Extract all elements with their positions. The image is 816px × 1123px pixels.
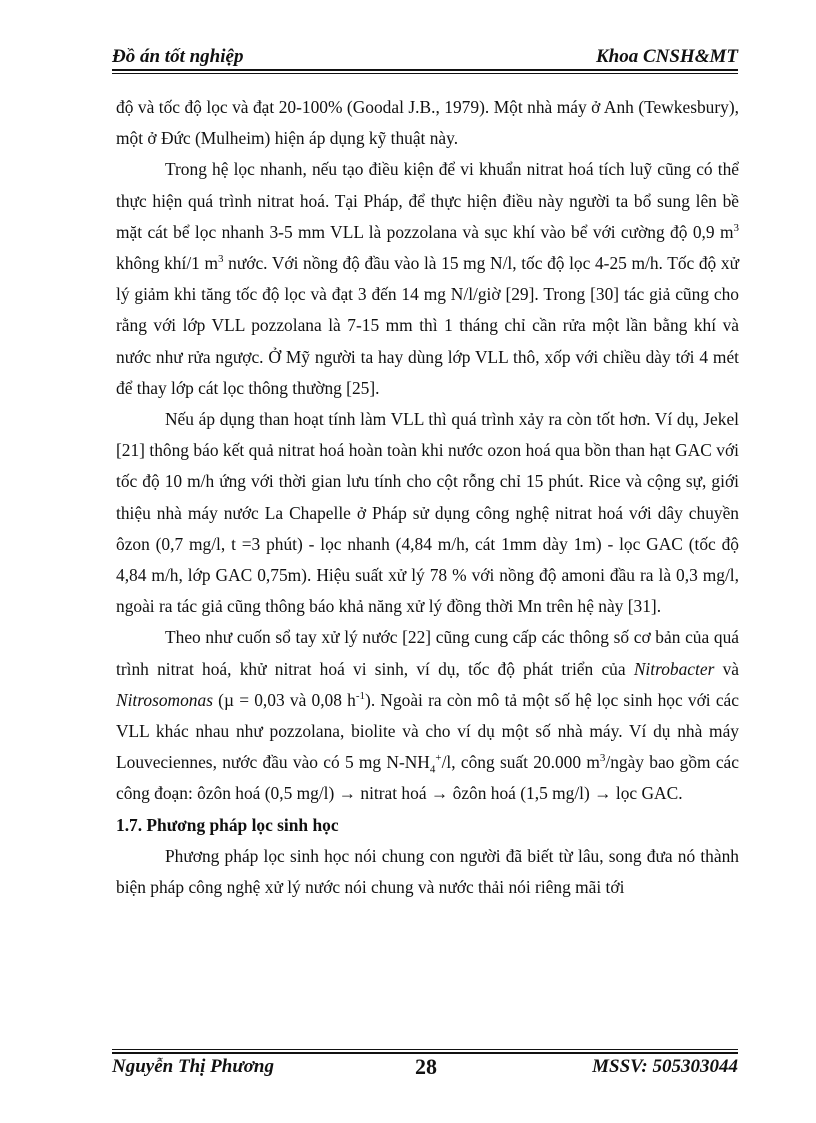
paragraph-3: Nếu áp dụng than hoạt tính làm VLL thì quá trình xảy ra còn tốt hơn. Ví dụ, Jekel [21] thông báo kết quả nitrat hoá hoàn toàn khi nước ozon hoá qua bồn than hạt GAC với tốc độ 10 m/h ứng với thời gian lưu tính cho cột rỗng chỉ 15 phút. Rice và cộng sự, giới thiệu nhà máy nước La Chapelle ở Pháp sử dụng công nghệ nitrat hoá với dây chuyền ôzon (0,7 mg/l, t =3 phút) - lọc nhanh (4,84 m/h, cát 1mm dày 1m) - lọc GAC (tốc độ 4,84 m/h, lớp GAC 0,75m). Hiệu suất xử lý 78 % với nồng độ amoni đầu ra là 0,3 mg/l, ngoài ra tác giả cũng thông báo khả năng xử lý đồng thời Mn trên hệ này [31]. xyxy=(116,409,739,617)
header-rule-thin xyxy=(112,73,738,74)
paragraph-2: Trong hệ lọc nhanh, nếu tạo điều kiện để vi khuẩn nitrat hoá tích luỹ cũng có thể thực hiện quá trình nitrat hoá. Tại Pháp, để thực hiện điều này người ta bổ sung lên bề mặt cát bể lọc nhanh 3-5 mm VLL là pozzolana và sục khí vào bể với cường độ 0,9 $m^3$ không khí/1 $m^3$ nước. Với nồng độ đầu vào là 15 mg N/l, tốc độ lọc 4-25 m/h. Tốc độ xử lý giảm khi tăng tốc độ lọc và đạt 3 đến 14 mg N/l/giờ [29]. Trong [30] tác giả cũng cho rằng với lớp VLL pozzolana là 7-15 mm thì 1 tháng chỉ cần rửa một lần bằng khí và nước như rửa ngược. Ở Mỹ người ta hay dùng lớp VLL thô, xốp với chiều dày tới 4 mét để thay lớp cát lọc thông thường [25]. xyxy=(116,159,739,398)
footer-rule-thin xyxy=(112,1049,738,1050)
section-heading: 1.7. Phương pháp lọc sinh học xyxy=(116,814,339,835)
paragraph-1: độ và tốc độ lọc và đạt 20-100% (Goodal J.B., 1979). Một nhà máy ở Anh (Tewkesbury), một ở Đức (Mulheim) hiện áp dụng kỹ thuật này. xyxy=(116,97,739,149)
header-rule-thick xyxy=(112,69,738,71)
footer-author: Nguyễn Thị Phương xyxy=(112,1056,274,1077)
header-faculty: Khoa CNSH&MT xyxy=(595,46,738,67)
footer-student-id: MSSV: 505303044 xyxy=(592,1056,738,1077)
paragraph-4: Theo như cuốn sổ tay xử lý nước [22] cũng cung cấp các thông số cơ bản của quá trình nitrat hoá, khử nitrat hoá vi sinh, ví dụ, tốc độ phát triển của Nitrobacter và Nitrosomonas (µ = 0,03 và 0,08 $h^{-1}$). Ngoài ra còn mô tả một số hệ lọc sinh học với các VLL khác nhau như pozzolana, biolite và cho ví dụ một số nhà máy. Ví dụ nhà máy Louveciennes, nước đầu vào có 5 mg $N-NH_4^+/l$, công suất 20.000 $m^3$/ngày bao gồm các công đoạn: ôzôn hoá (0,5 mg/l) → nitrat hoá → ôzôn hoá (1,5 mg/l) → lọc GAC. xyxy=(116,627,739,804)
page-number: 28 xyxy=(415,1054,437,1079)
paragraph-5: Phương pháp lọc sinh học nói chung con người đã biết từ lâu, song đưa nó thành biện pháp công nghệ xử lý nước nói chung và nước thải nói riêng mãi tới xyxy=(116,845,739,898)
header-thesis-title: Đồ án tốt nghiệp xyxy=(112,46,244,67)
page-header xyxy=(112,44,738,68)
page-footer xyxy=(112,1054,738,1082)
page-body xyxy=(116,92,739,903)
